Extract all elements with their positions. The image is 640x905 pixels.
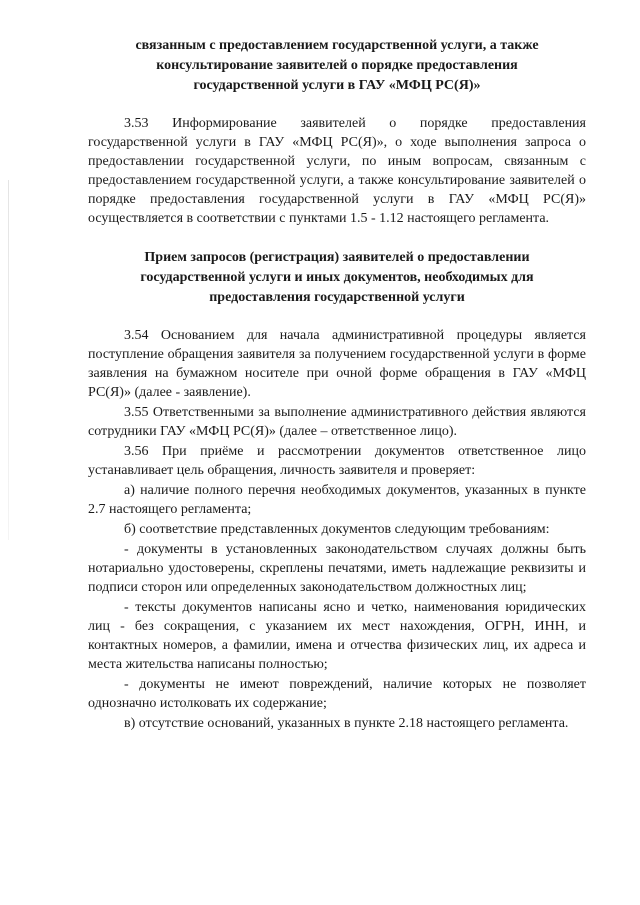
list-item-v: в) отсутствие оснований, указанных в пункте 2.18 настоящего регламента.: [124, 716, 569, 731]
list-item-b: б) соответствие представленных документов следующим требованиям:: [124, 522, 550, 537]
heading-line: государственной услуги в ГАУ «МФЦ РС(Я)»: [193, 78, 481, 93]
list-item-b-notarized: - документы в установленных законодательством случаях должны быть нотариально удостоверены, скреплены печатями, иметь надлежащие реквизиты и подписи сторон или определенных законодательством должностных лиц;: [88, 542, 586, 595]
heading-line: предоставления государственной услуги: [209, 290, 465, 305]
heading-line: связанным с предоставлением государственной услуги, а также: [135, 38, 539, 53]
paragraph-3-55: 3.55 Ответственными за выполнение административного действия являются сотрудники ГАУ «МФЦ РС(Я)» (далее – ответственное лицо).: [88, 405, 586, 439]
heading-line: Прием запросов (регистрация) заявителей о предоставлении: [144, 250, 530, 265]
list-item-a: а) наличие полного перечня необходимых документов, указанных в пункте 2.7 настоящего регламента;: [88, 483, 586, 517]
list-item-b-legible: - тексты документов написаны ясно и четко, наименования юридических лиц - без сокращения, с указанием их мест нахождения, ОГРН, ИНН, и контактных номеров, а фамилии, имена и отчества физических лиц, их адреса и места жительства написаны полностью;: [88, 600, 586, 672]
section-heading-consulting: [88, 36, 586, 96]
scan-edge-mark: [8, 180, 9, 540]
document-page: [88, 36, 586, 733]
paragraph-3-54: 3.54 Основанием для начала административной процедуры является поступление обращения заявителя за получением государственной услуги в форме заявления на бумажном носителе при очной форме обращения в ГАУ «МФЦ РС(Я)» (далее - заявление).: [88, 328, 586, 400]
section-heading-registration: [88, 248, 586, 308]
heading-line: государственной услуги и иных документов, необходимых для: [140, 270, 534, 285]
paragraph-3-56: 3.56 При приёме и рассмотрении документов ответственное лицо устанавливает цель обращения, личность заявителя и проверяет:: [88, 444, 586, 478]
heading-line: консультирование заявителей о порядке предоставления: [156, 58, 518, 73]
list-item-b-undamaged: - документы не имеют повреждений, наличие которых не позволяет однозначно истолковать их содержание;: [88, 677, 586, 711]
paragraph-3-53: 3.53 Информирование заявителей о порядке предоставления государственной услуги в ГАУ «МФЦ РС(Я)», о ходе выполнения запроса о предоставлении государственной услуги, по иным вопросам, связанным с предоставлением государственной услуги, а также консультирование заявителей о порядке предоставления государственной услуги в ГАУ «МФЦ РС(Я)» осуществляется в соответствии с пунктами 1.5 - 1.12 настоящего регламента.: [88, 116, 586, 226]
